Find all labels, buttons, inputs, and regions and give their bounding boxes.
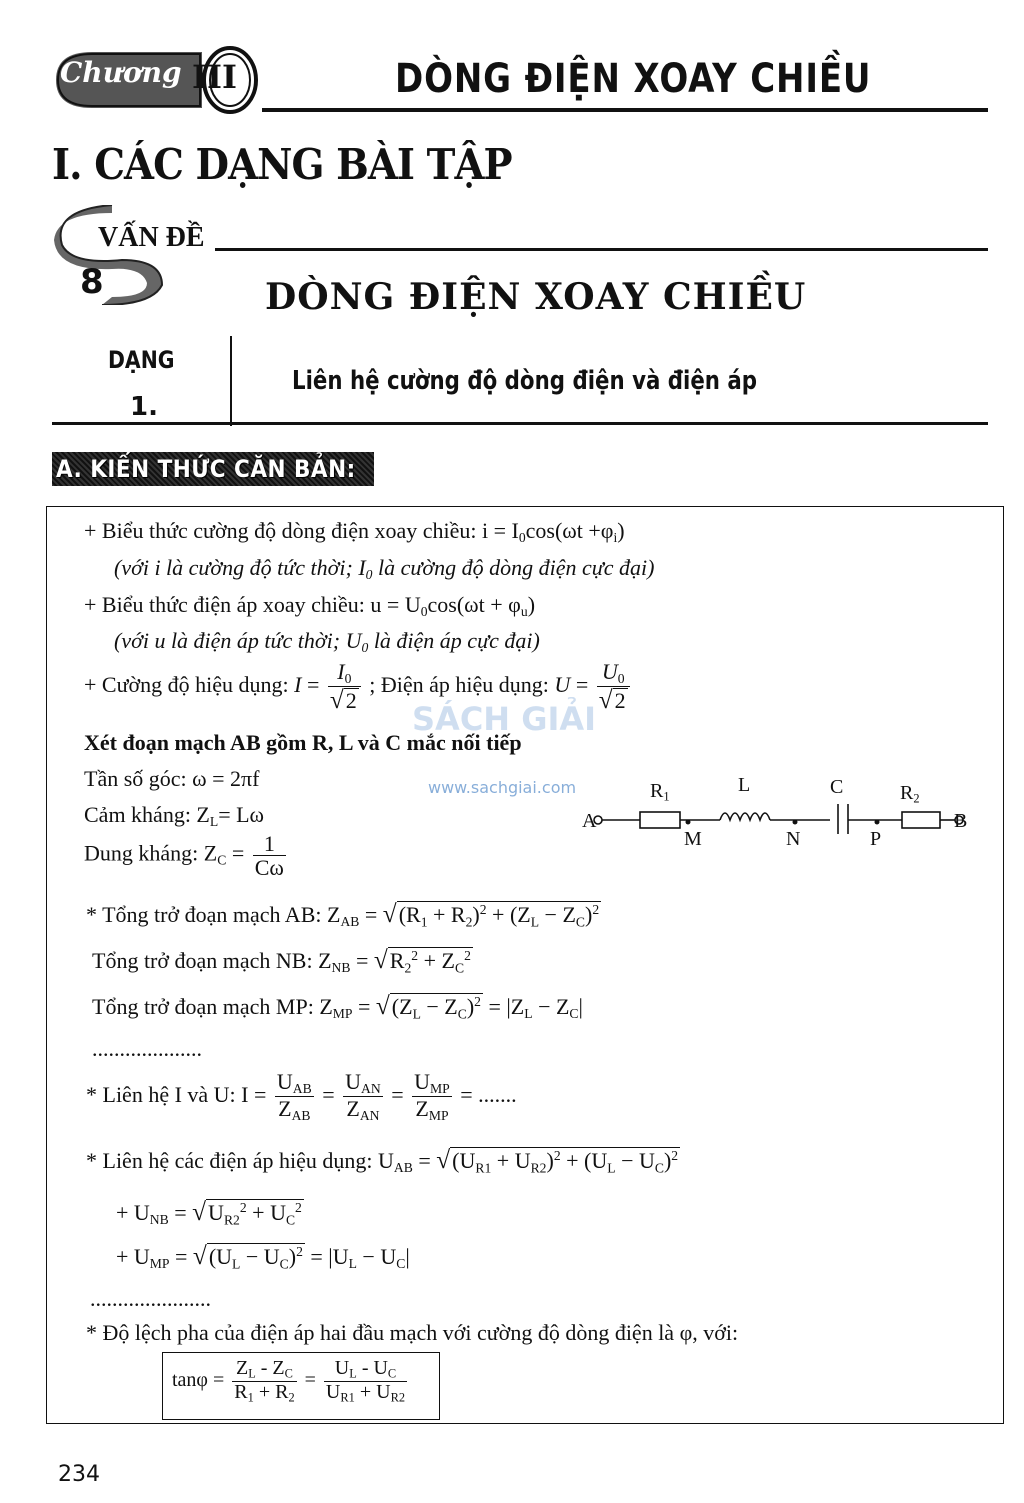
dots-2: ...................... bbox=[90, 1286, 211, 1311]
l9: Dung kháng: bbox=[84, 840, 204, 866]
l4-b: là điện áp cực đại) bbox=[368, 628, 540, 653]
circuit-label-N: N bbox=[786, 828, 801, 850]
r1-letter: R bbox=[650, 780, 664, 802]
r2-letter: R bbox=[900, 782, 914, 804]
line-inductive-reactance: Cảm kháng: $Z_L= L\omega$ bbox=[84, 802, 265, 830]
circuit-label-A: A bbox=[582, 810, 597, 832]
l11: Tổng trở đoạn mạch NB: bbox=[92, 948, 319, 973]
page-number: 234 bbox=[58, 1462, 100, 1487]
line-angular-frequency: Tần số góc: ω = 2πf bbox=[84, 766, 260, 791]
dots-1: .................... bbox=[92, 1036, 202, 1061]
line-phase-shift: * Độ lệch pha của điện áp hai đầu mạch với cường độ dòng điện là φ, với: bbox=[86, 1320, 739, 1345]
vande-rule bbox=[215, 248, 988, 251]
chapter-badge-numeral: III bbox=[192, 58, 237, 96]
l2-b: là cường độ dòng điện cực đại) bbox=[372, 555, 655, 580]
tan-formula: tanφ = $\frac{Z_L - Z_C}{R_1 + R_2}$ = $\frac{U_L - U_C}{U_{R1} + U_{R2}}$ bbox=[172, 1357, 406, 1405]
line-impedance-ab: * Tổng trở đoạn mạch AB: $Z_{AB} = √(R_1 + R_2)^2 + (Z_L - Z_C)^2$ bbox=[86, 900, 600, 930]
l3-tail: cos(ωt + φ bbox=[427, 592, 521, 617]
tan-label: tanφ = bbox=[172, 1368, 230, 1391]
l5-a: + Cường độ hiệu dụng: bbox=[84, 672, 295, 698]
line-impedance-mp: Tổng trở đoạn mạch MP: $Z_{MP} = √(Z_L - Z_C)^2 = |Z_L - Z_C|$ bbox=[92, 992, 583, 1022]
line-voltage-ab: * Liên hệ các điện áp hiệu dụng: $U_{AB} = √(U_{R1} + U_{R2})^2 + (U_L - U_C)^2$ bbox=[86, 1146, 679, 1176]
l1-tail: cos(ωt +φ bbox=[525, 518, 614, 543]
l2-a: (với i là cường độ tức thời; I bbox=[114, 555, 366, 580]
line-current-note: (với i là cường độ tức thời; $I_0$ là cường độ dòng điện cực đại) bbox=[114, 555, 655, 583]
line-voltage-note: (với u là điện áp tức thời; $U_0$ là điện áp cực đại) bbox=[114, 628, 540, 656]
line-voltage-expression: + Biểu thức điện áp xoay chiều: $u = U_0\cos(\omega t + \varphi_u)$ bbox=[84, 592, 536, 620]
line-circuit-heading: Xét đoạn mạch AB gồm R, L và C mắc nối tiếp bbox=[84, 730, 522, 755]
dang-number: 1. bbox=[130, 392, 158, 422]
l5-b: ; Điện áp hiệu dụng: bbox=[369, 672, 555, 698]
l8-a: Cảm kháng: Z bbox=[84, 802, 210, 827]
l3-text: + Biểu thức điện áp xoay chiều: u = U bbox=[84, 592, 421, 617]
circuit-label-R1 bbox=[650, 780, 670, 805]
vande-number: 8 bbox=[80, 262, 104, 302]
circuit-label-M: M bbox=[684, 828, 702, 850]
l14: * Liên hệ các điện áp hiệu dụng: bbox=[86, 1148, 379, 1173]
circuit-label-R2 bbox=[900, 782, 920, 807]
watermark-url: www.sachgiai.com bbox=[428, 778, 577, 797]
l13: * Liên hệ I và U: bbox=[86, 1081, 242, 1107]
r1-sub: 1 bbox=[663, 789, 670, 804]
kien-thuc-banner-text: A. KIẾN THỨC CĂN BẢN: bbox=[56, 455, 356, 483]
circuit-label-C: C bbox=[830, 776, 844, 798]
dang-rule bbox=[52, 422, 988, 425]
l10: * Tổng trở đoạn mạch AB: bbox=[86, 902, 327, 927]
chapter-badge-script: Chương bbox=[60, 56, 182, 89]
vande-label: VẤN ĐỀ bbox=[98, 222, 205, 253]
l13-tail: ....... bbox=[478, 1081, 517, 1107]
l4-a: (với u là điện áp tức thời; U bbox=[114, 628, 362, 653]
line-i-u-relation: * Liên hệ I và U: I = $\frac{U_{AB}}{Z_{AB}}$ = $\frac{U_{AN}}{Z_{AN}}$ = $\frac{U_{MP}}{Z_{MP}}$ = ....... bbox=[86, 1069, 517, 1124]
dang-divider bbox=[230, 336, 232, 426]
l1-text: + Biểu thức cường độ dòng điện xoay chiều: i = I bbox=[84, 518, 519, 543]
chapter-title: DÒNG ĐIỆN XOAY CHIỀU bbox=[395, 56, 872, 102]
circuit-label-L: L bbox=[738, 774, 751, 796]
line-current-expression: + Biểu thức cường độ dòng điện xoay chiều: $i = I_0\cos(\omega t +\varphi_i)$ bbox=[84, 518, 625, 546]
circuit-label-P: P bbox=[870, 828, 882, 850]
circuit-label-B: B bbox=[954, 810, 968, 832]
header-rule bbox=[262, 108, 988, 112]
l12: Tổng trở đoạn mạch MP: bbox=[92, 994, 320, 1019]
dang-label: DẠNG bbox=[108, 346, 175, 374]
topic-title: DÒNG ĐIỆN XOAY CHIỀU bbox=[265, 276, 807, 318]
r2-sub: 2 bbox=[913, 791, 920, 806]
line-voltage-mp: + $U_{MP} = √(U_L - U_C)^2 = |U_L - U_C|$ bbox=[116, 1242, 410, 1272]
section-title: I. CÁC DẠNG BÀI TẬP bbox=[52, 140, 512, 189]
circuit-diagram bbox=[580, 770, 980, 850]
l8-b: = Lω bbox=[218, 802, 265, 827]
dang-title: Liên hệ cường độ dòng điện và điện áp bbox=[292, 366, 758, 396]
line-voltage-nb: + $U_{NB} = √U_{R2}^2 + U_C^2$ bbox=[116, 1198, 302, 1228]
line-rms: + Cường độ hiệu dụng: I = $\frac{I_0}{√2}$ ; Điện áp hiệu dụng: U = $\frac{U_0}{√2}$ bbox=[84, 660, 633, 714]
line-impedance-nb: Tổng trở đoạn mạch NB: $Z_{NB} = √R_2^2 + Z_C^2$ bbox=[92, 946, 471, 976]
line-capacitive-reactance: Dung kháng: $Z_C$ = $\frac{1}{C\omega}$ bbox=[84, 831, 284, 881]
watermark-brand: SÁCH GIẢI bbox=[412, 700, 597, 738]
vande-graphic bbox=[52, 205, 172, 305]
